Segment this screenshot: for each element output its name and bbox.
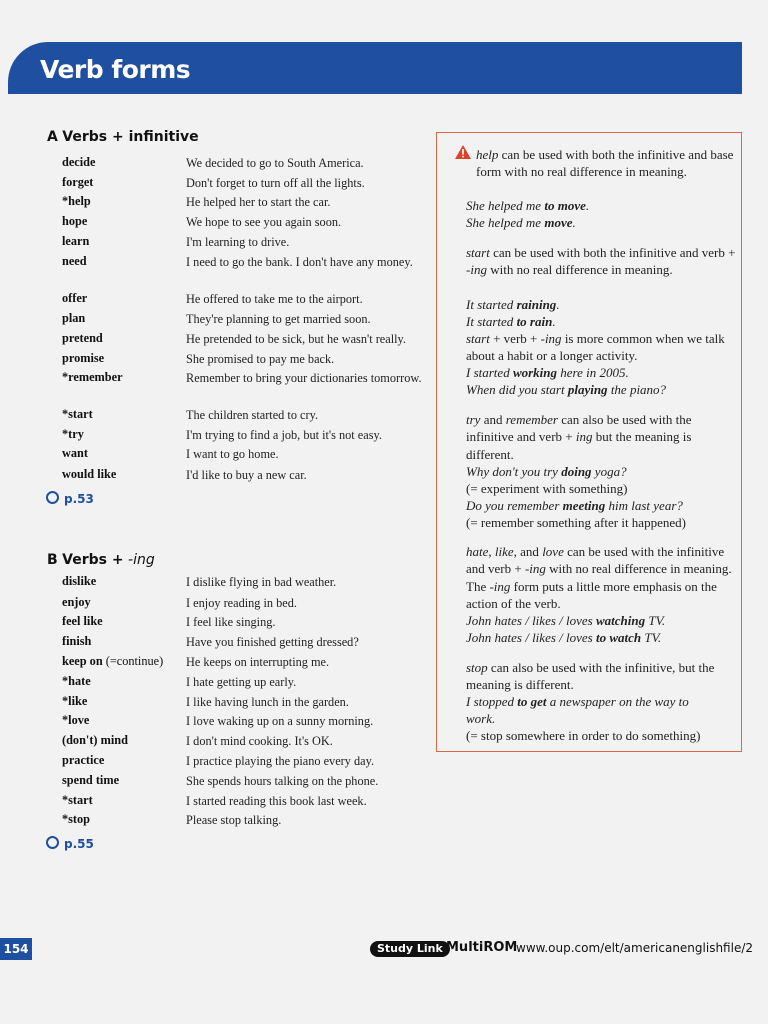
verb-example: I feel like singing. — [186, 615, 276, 629]
verb-term: *start — [62, 793, 93, 807]
verb-example: I started reading this book last week. — [186, 794, 367, 808]
note-try-gloss1: (= experiment with something) — [466, 481, 628, 496]
refresh-circle-icon — [46, 836, 59, 849]
verb-term: *like — [62, 694, 88, 708]
verb-term: pretend — [62, 331, 103, 345]
note-start: start can be used with both the infinitive and verb + -ing with no real difference in meaning. — [466, 245, 736, 278]
verb-term: *hate — [62, 674, 91, 688]
verb-term: decide — [62, 155, 96, 169]
verb-example: I enjoy reading in bed. — [186, 596, 297, 610]
verb-term: *help — [62, 194, 91, 208]
note-hate-ex1: John hates / likes / loves watching TV. — [466, 613, 666, 628]
note-stop-ex1: I stopped to get a newspaper on the way to work. — [466, 694, 689, 727]
page-number: 154 — [0, 938, 32, 960]
verb-example: He offered to take me to the airport. — [186, 292, 363, 306]
verb-term: (don't) mind — [62, 733, 128, 747]
verb-example: He pretended to be sick, but he wasn't really. — [186, 332, 406, 346]
note-remember-gloss2: (= remember something after it happened) — [466, 515, 686, 530]
note-start-ex1: It started raining. — [466, 297, 560, 312]
section-b-heading — [47, 552, 155, 568]
verb-term: want — [62, 446, 88, 460]
verb-term: offer — [62, 291, 88, 305]
link-p55[interactable] — [46, 836, 94, 851]
section-b-letter: B — [47, 552, 58, 568]
verb-example: He helped her to start the car. — [186, 195, 331, 209]
note-help-ex2: She helped me move. — [466, 215, 576, 230]
verb-example: I want to go home. — [186, 447, 279, 461]
note-start-habit-ex1: I started working here in 2005. — [466, 365, 629, 380]
verb-example: She promised to pay me back. — [186, 352, 335, 366]
verb-example: I dislike flying in bad weather. — [186, 575, 337, 589]
verb-term: learn — [62, 234, 90, 248]
page-title: Verb forms — [40, 55, 191, 84]
note-stop-gloss1: (= stop somewhere in order to do something) — [466, 728, 701, 743]
verb-term: would like — [62, 467, 117, 481]
section-b-title: Verbs + — [62, 552, 124, 568]
verb-example: I'm trying to find a job, but it's not easy. — [186, 428, 382, 442]
verb-example: The children started to cry. — [186, 408, 319, 422]
verb-example: I'm learning to drive. — [186, 235, 290, 249]
link-label: p.53 — [64, 492, 94, 506]
verb-term: promise — [62, 351, 105, 365]
verb-term: hope — [62, 214, 88, 228]
note-stop: stop can also be used with the infinitive, but the meaning is different. — [466, 660, 715, 693]
verb-example: Please stop talking. — [186, 813, 282, 827]
verb-example: We decided to go to South America. — [186, 156, 364, 170]
verb-term: *remember — [62, 370, 123, 384]
verb-example: I like having lunch in the garden. — [186, 695, 349, 709]
verb-term: practice — [62, 753, 105, 767]
website-link[interactable]: www.oup.com/elt/americanenglishfile/2 — [516, 941, 754, 955]
verb-term: *stop — [62, 812, 91, 826]
verb-example: Have you finished getting dressed? — [186, 635, 359, 649]
verb-term: *love — [62, 713, 90, 727]
verb-example: We hope to see you again soon. — [186, 215, 342, 229]
verb-example: I hate getting up early. — [186, 675, 297, 689]
verb-example: I practice playing the piano every day. — [186, 754, 375, 768]
verb-term: forget — [62, 175, 94, 189]
section-a-title: Verbs + infinitive — [62, 129, 199, 145]
multirom-label: MultiROM — [446, 940, 518, 955]
note-try-ex1: Why don't you try doing yoga? — [466, 464, 627, 479]
verb-term: plan — [62, 311, 86, 325]
verb-example: Remember to bring your dictionaries tomorrow. — [186, 371, 422, 385]
note-help: help can be used with both the infinitive and base form with no real difference in meaning. — [476, 147, 734, 180]
section-a-letter: A — [47, 129, 58, 145]
verb-example: He keeps on interrupting me. — [186, 655, 330, 669]
verb-term: feel like — [62, 614, 103, 628]
verb-example: They're planning to get married soon. — [186, 312, 371, 326]
warning-icon — [455, 145, 471, 159]
link-p53[interactable] — [46, 491, 94, 506]
verb-example: I need to go the bank. I don't have any money. — [186, 255, 413, 269]
link-label: p.55 — [64, 837, 94, 851]
note-start-ex2: It started to rain. — [466, 314, 556, 329]
note-start-habit: start + verb + -ing is more common when we talk about a habit or a longer activity. — [466, 331, 725, 364]
note-try-remember: try and remember can also be used with the infinitive and verb + ing but the meaning is different. — [466, 412, 692, 462]
note-remember-ex2: Do you remember meeting him last year? — [466, 498, 683, 513]
verb-example: I don't mind cooking. It's OK. — [186, 734, 333, 748]
note-hate-like-love: hate, like, and love can be used with the infinitive and verb + -ing with no real difference in meaning. The -ing form puts a little more emphasis on the action of the verb. — [466, 544, 732, 611]
verb-example: Don't forget to turn off all the lights. — [186, 176, 365, 190]
section-b-ing: -ing — [128, 552, 155, 568]
refresh-circle-icon — [46, 491, 59, 504]
section-a-heading — [47, 129, 199, 145]
note-help-ex1: She helped me to move. — [466, 198, 590, 213]
note-start-habit-ex2: When did you start playing the piano? — [466, 382, 667, 397]
verb-term: dislike — [62, 574, 97, 588]
verb-example: I love waking up on a sunny morning. — [186, 714, 374, 728]
verb-term: finish — [62, 634, 92, 648]
note-hate-ex2: John hates / likes / loves to watch TV. — [466, 630, 662, 645]
study-link-badge: Study Link — [370, 941, 450, 957]
verb-term: enjoy — [62, 595, 91, 609]
verb-term: spend time — [62, 773, 120, 787]
verb-term: keep on (=continue) — [62, 654, 164, 668]
verb-term: need — [62, 254, 87, 268]
verb-term: *start — [62, 407, 93, 421]
verb-example: She spends hours talking on the phone. — [186, 774, 379, 788]
verb-example: I'd like to buy a new car. — [186, 468, 307, 482]
verb-term: *try — [62, 427, 84, 441]
